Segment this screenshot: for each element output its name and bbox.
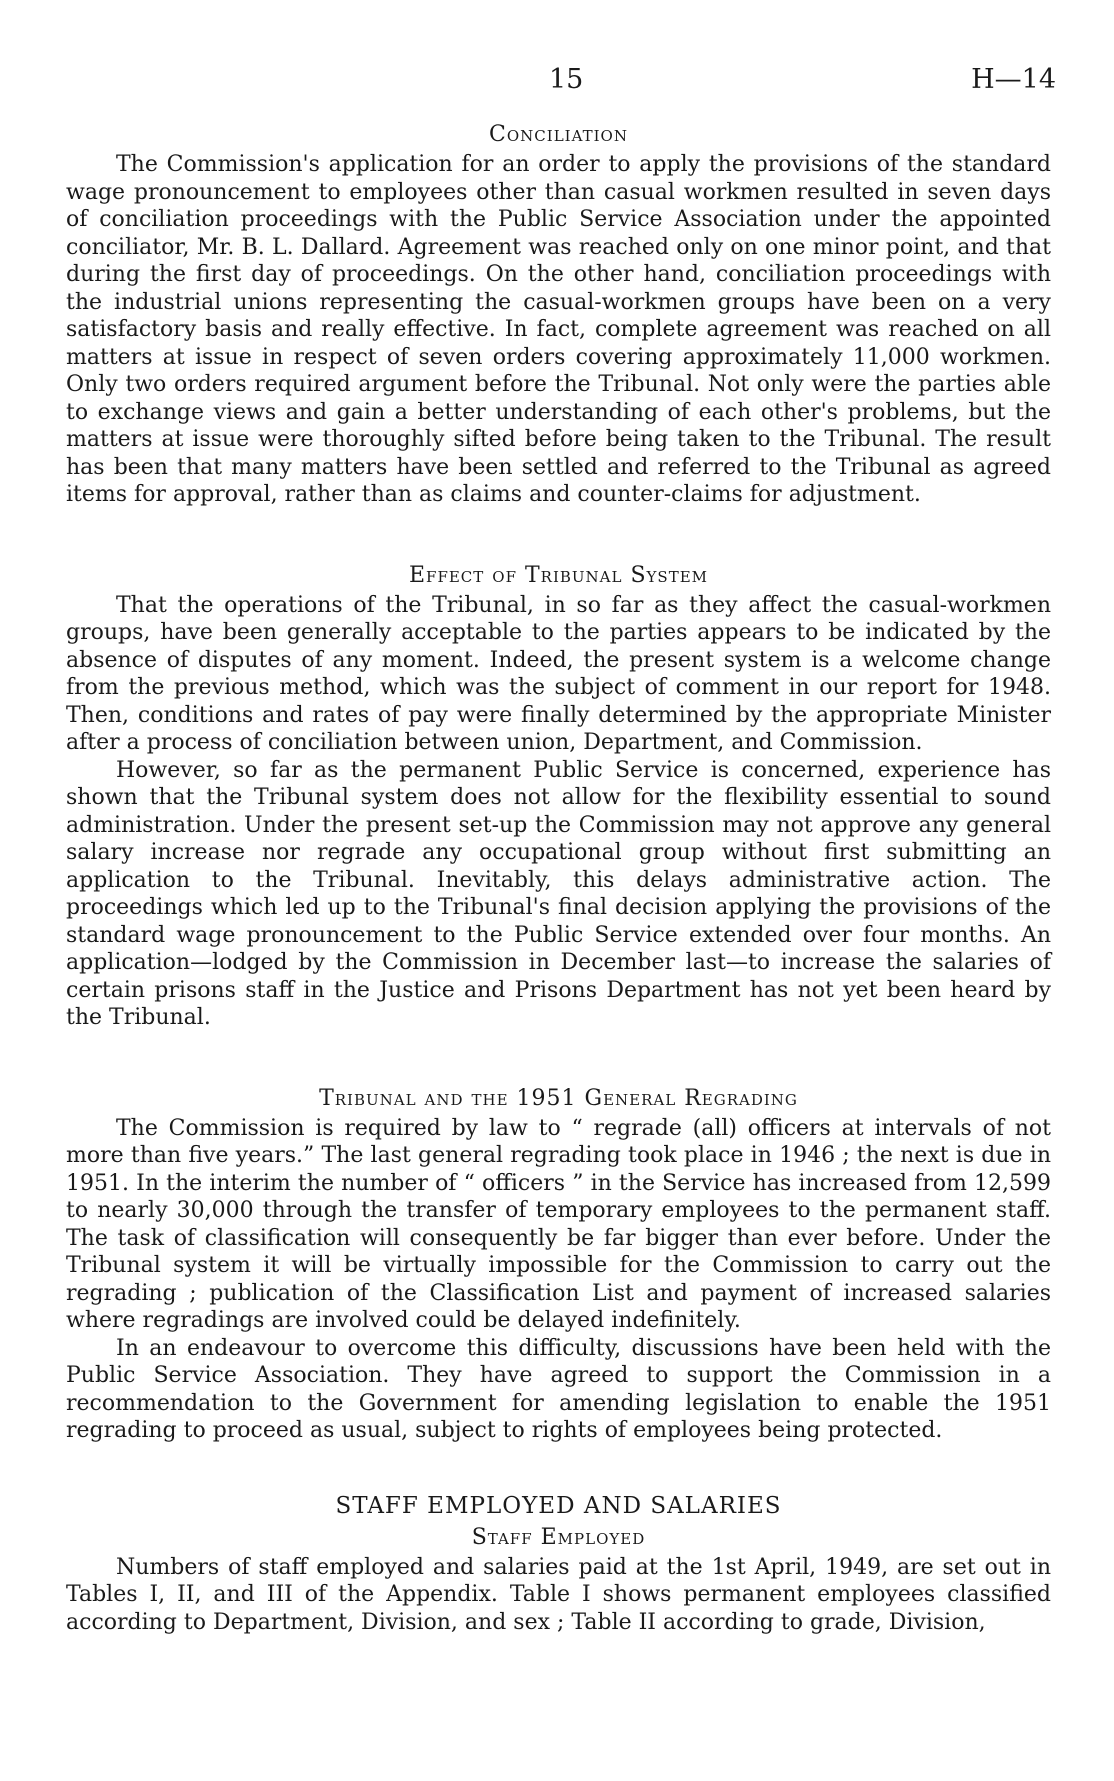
document-code: H—14 [971,64,1056,95]
paragraph: The Commission's application for an order to apply the provisions of the standard wage pronouncement to employees other than casual workmen resulted in seven days of conciliation proceedings with the Public Service Association under the appointed conciliator, Mr. B. L. Dallard. Agreement was reached only on one minor point, and that during the first day of proceedings. On the other hand, conciliation proceedings with the industrial unions representing the casual-workmen groups have been on a very satisfactory basis and really effective. In fact, complete agreement was reached on all matters at issue in respect of seven orders covering approximately 11,000 workmen. Only two orders required argument before the Tribunal. Not only were the parties able to exchange views and gain a better understanding of each other's problems, but the matters at issue were thoroughly sifted before being taken to the Tribunal. The result has been that many matters have been settled and referred to the Tribunal as agreed items for approval, rather than as claims and counter-claims for adjustment. [66,152,1051,507]
paragraph: Numbers of staff employed and salaries paid at the 1st April, 1949, are set out in Tables I, II, and III of the Appendix. Table I shows permanent employees classified according to Department, Division, and sex ; Table II according to grade, Division, [66,1554,1051,1635]
section-staff-employed-and-salaries [66,1493,1051,1637]
section-heading: Tribunal and the 1951 General Regrading [319,1085,798,1111]
page-number: 15 [549,64,584,95]
paragraph: That the operations of the Tribunal, in so far as they affect the casual-workmen groups, have been generally acceptable to the parties appears to be indicated by the absence of disputes of any moment. Indeed, the present system is a welcome change from the previous method, which was the subject of comment in our report for 1948. Then, conditions and rates of pay were finally determined by the appropriate Minister after a process of conciliation between union, Department, and Commission. [66,592,1051,755]
paragraph: In an endeavour to overcome this difficulty, discussions have been held with the Public Service Association. They have agreed to support the Commission in a recommendation to the Government for amending legislation to enable the 1951 regrading to proceed as usual, subject to rights of employees being protected. [66,1335,1051,1443]
section-tribunal-regrading [66,1086,1051,1445]
section-heading: Conciliation [489,122,628,147]
major-heading: STAFF EMPLOYED AND SALARIES [335,1492,782,1519]
paragraph: However, so far as the permanent Public Service is concerned, experience has shown that the Tribunal system does not allow for the flexibility essential to sound administration. Under the present set-up the Commission may not approve any general salary increase nor regrade any occupational group without first submitting an application to the Tribunal. Inevitably, this delays administrative action. The proceedings which led up to the Tribunal's final decision applying the provisions of the standard wage pronouncement to the Public Service extended over four months. An application—lodged by the Commission in December last—to increase the salaries of certain prisons staff in the Justice and Prisons Department has not yet been heard by the Tribunal. [66,757,1051,1030]
subsection-heading: Staff Employed [471,1524,646,1550]
paragraph: The Commission is required by law to “ regrade (all) officers at intervals of not more than five years.” The last general regrading took place in 1946 ; the next is due in 1951. In the interim the number of “ officers ” in the Service has increased from 12,599 to nearly 30,000 through the transfer of temporary employees to the permanent staff. The task of classification will consequently be far bigger than ever before. Under the Tribunal system it will be virtually impossible for the Commission to carry out the regrading ; publication of the Classification List and payment of increased salaries where regradings are involved could be delayed indefinitely. [66,1115,1051,1333]
section-effect-of-tribunal-system [66,563,1051,1032]
body-text [66,122,1051,1636]
page-header [0,64,1114,104]
section-heading: Effect of Tribunal System [408,562,709,588]
section-conciliation [66,122,1051,509]
